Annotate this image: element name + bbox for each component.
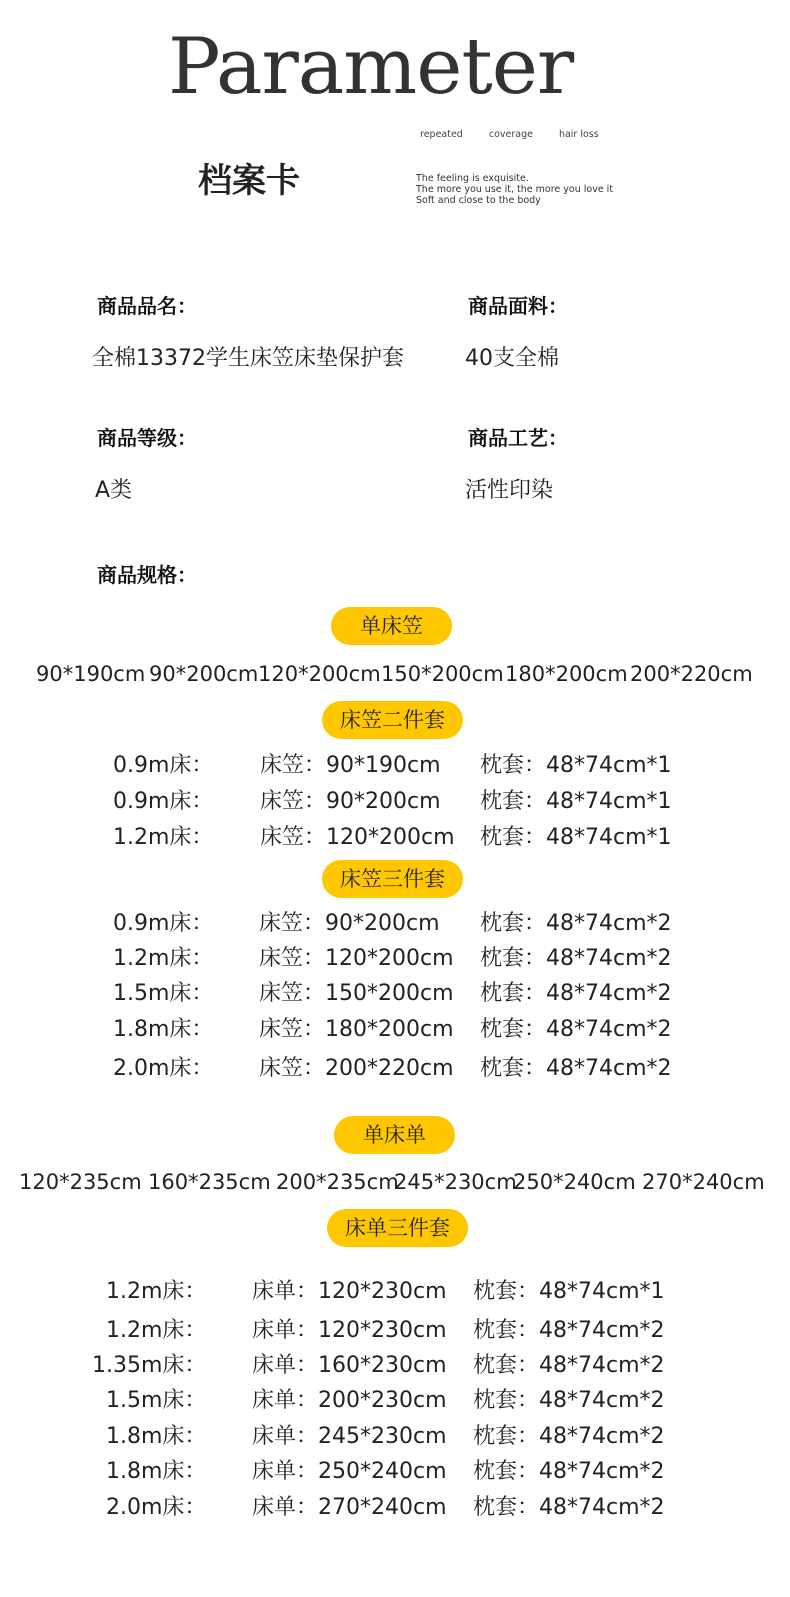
size-item: 120*200cm [258,662,381,686]
sheet-size: 床单：120*230cm [252,1318,447,1343]
size-item: 200*235cm [276,1170,399,1194]
table-row [0,1456,790,1488]
section-pill-fitted-three-piece: 床笠三件套 [322,860,463,898]
bed-size: 2.0m床： [113,1056,214,1081]
size-item: 120*235cm [19,1170,142,1194]
table-row [0,1492,790,1524]
size-item: 245*230cm [394,1170,517,1194]
section-pill-sheet-single: 单床单 [334,1116,455,1154]
table-row [0,822,790,854]
bed-size: 0.9m床： [113,911,214,936]
size-item: 180*200cm [505,662,628,686]
table-row [0,978,790,1010]
fitted-size: 床笠：180*200cm [259,1017,454,1042]
table-row [0,943,790,975]
fabric-label: 商品面料： [468,294,568,318]
product-name-label: 商品品名： [97,294,197,318]
spec-label: 商品规格： [97,563,197,587]
fitted-size: 床笠：200*220cm [259,1056,454,1081]
table-row [0,750,790,782]
tag-hair-loss: hair loss [558,129,599,140]
bed-size: 0.9m床： [113,789,214,814]
tag-coverage: coverage [488,129,533,140]
fitted-size: 床笠：90*200cm [259,911,440,936]
slogan [416,173,613,206]
table-row [0,1315,790,1347]
fitted-size: 床笠：120*200cm [259,946,454,971]
fitted-size: 床笠：120*200cm [260,825,455,850]
slogan-line: The feeling is exquisite. [416,173,529,184]
tag-list [420,129,625,140]
tag-repeated: repeated [420,129,463,140]
fitted-size: 床笠：90*200cm [260,789,441,814]
slogan-line: Soft and close to the body [416,195,541,206]
sheet-size: 床单：120*230cm [252,1279,447,1304]
pillowcase-size: 枕套：48*74cm*2 [473,1459,665,1484]
pillowcase-size: 枕套：48*74cm*1 [473,1279,665,1304]
bed-size: 1.2m床： [106,1318,207,1343]
pillowcase-size: 枕套：48*74cm*2 [473,1424,665,1449]
bed-size: 1.5m床： [113,981,214,1006]
pillowcase-size: 枕套：48*74cm*2 [480,1017,672,1042]
craft-label: 商品工艺： [468,426,568,450]
section-pill-fitted-two-piece: 床笠二件套 [322,701,463,739]
fabric-value: 40支全棉 [465,346,559,371]
bed-size: 1.2m床： [106,1279,207,1304]
bed-size: 1.8m床： [113,1017,214,1042]
bed-size: 1.2m床： [113,946,214,971]
table-row [0,1421,790,1453]
table-row [0,908,790,940]
sheet-size: 床单：250*240cm [252,1459,447,1484]
sheet-size: 床单：160*230cm [252,1353,447,1378]
sheet-size: 床单：245*230cm [252,1424,447,1449]
slogan-line: The more you use it, the more you love it [416,184,614,195]
size-item: 270*240cm [642,1170,765,1194]
bed-size: 1.8m床： [106,1424,207,1449]
table-row [0,1014,790,1046]
table-row [0,1385,790,1417]
table-row [0,786,790,818]
pillowcase-size: 枕套：48*74cm*2 [480,911,672,936]
size-list-sheet [0,1167,790,1197]
pillowcase-size: 枕套：48*74cm*2 [473,1388,665,1413]
bed-size: 1.5m床： [106,1388,207,1413]
pillowcase-size: 枕套：48*74cm*2 [480,981,672,1006]
pillowcase-size: 枕套：48*74cm*2 [480,946,672,971]
fitted-size: 床笠：90*190cm [260,753,441,778]
bed-size: 1.35m床： [92,1353,207,1378]
pillowcase-size: 枕套：48*74cm*1 [480,753,672,778]
pillowcase-size: 枕套：48*74cm*2 [473,1318,665,1343]
size-item: 200*220cm [630,662,753,686]
section-pill-sheet-three-piece: 床单三件套 [327,1209,468,1247]
bed-size: 1.2m床： [113,825,214,850]
pillowcase-size: 枕套：48*74cm*2 [473,1353,665,1378]
fitted-size: 床笠：150*200cm [259,981,454,1006]
bed-size: 0.9m床： [113,753,214,778]
bed-size: 2.0m床： [106,1495,207,1520]
sheet-size: 床单：200*230cm [252,1388,447,1413]
bed-size: 1.8m床： [106,1459,207,1484]
section-pill-fitted-single: 单床笠 [331,607,452,645]
table-row [0,1053,790,1085]
pillowcase-size: 枕套：48*74cm*2 [473,1495,665,1520]
pillowcase-size: 枕套：48*74cm*1 [480,789,672,814]
size-item: 90*200cm [149,662,259,686]
size-item: 160*235cm [148,1170,271,1194]
table-row [0,1276,790,1308]
pillowcase-size: 枕套：48*74cm*1 [480,825,672,850]
sheet-size: 床单：270*240cm [252,1495,447,1520]
size-item: 90*190cm [36,662,146,686]
grade-label: 商品等级： [97,426,197,450]
table-row [0,1350,790,1382]
grade-value: A类 [95,478,133,503]
size-item: 250*240cm [513,1170,636,1194]
page-subtitle: 档案卡 [198,161,300,201]
size-list-fitted [0,659,790,689]
page-title: Parameter [168,22,574,112]
craft-value: 活性印染 [465,478,554,503]
size-item: 150*200cm [381,662,504,686]
product-name-value: 全棉13372学生床笠床垫保护套 [92,346,404,371]
pillowcase-size: 枕套：48*74cm*2 [480,1056,672,1081]
